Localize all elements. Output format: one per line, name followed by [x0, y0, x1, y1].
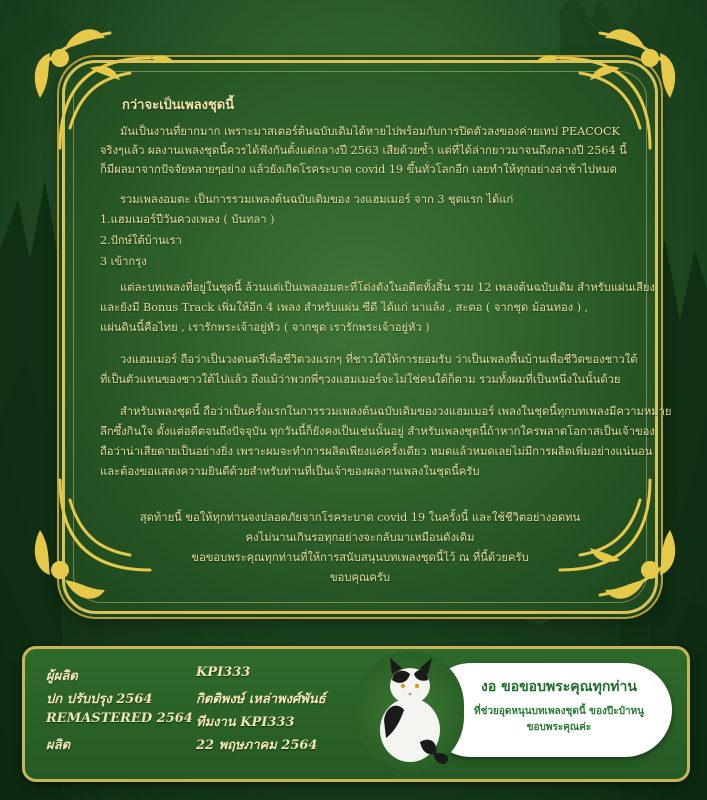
para2-line: รวมเพลงอมตะ เป็นการรวมเพลงต้นฉบับเดิมของ วงแฮมเมอร์ จาก 3 ชุดแรก ได้แก่ — [120, 193, 514, 206]
para1-line3: ก็มีผลมาจากปัจจัยหลายๆอย่าง แล้วยังเกิดโรคระบาด covid 19 ขึ้นทั่วโลกอีก เลยทำให้ทุกอย่างล่าช้าไปหมด — [100, 163, 617, 176]
panel-title: กว่าจะเป็นเพลงชุดนี้ — [122, 98, 235, 113]
credit-value-produced: 22 พฤษภาคม 2564 — [196, 738, 318, 753]
para1-line2: จริงๆแล้ว ผลงานเพลงชุดนี้ควรได้ฟังกันตั้งแต่กลางปี 2563 เสียด้วยซ้ำ แต่ที่ได้ล่ากยาวมาจนถึงกลางปี 2564 นี้ — [100, 144, 627, 157]
credit-label-remaster: REMASTERED 2564 — [46, 711, 193, 726]
credit-label-cover: ปก ปรับปรุง 2564 — [46, 692, 153, 707]
para1-line1: มันเป็นงานที่ยากมาก เพราะมาสเตอร์ต้นฉบับเดิมได้หายไปพร้อมกับการปิดตัวลงของค่ายเทป PEACOCK — [120, 125, 620, 138]
para5-line2: ลึกซึ้งกินใจ ดั้งแต่อดีตจนถึงปัจจุบัน ทุกวันนี้ก็ยังคงเป็นเช่นนั้นอยู่ สำหรับเพลงชุดนี้ถ้าหากใครพลาดโอกาสเป็นเจ้าของ — [100, 425, 655, 438]
credit-value-remaster: ทีมงาน KPI333 — [196, 715, 295, 730]
para3-line2: และยังมี Bonus Track เพิ่มให้อีก 4 เพลง สำหรับแผ่น ซีดี ได้แก่ นาแล้ง , สะตอ ( จากชุด ม้อนทอง ) , — [100, 301, 589, 314]
cat-icon — [364, 650, 456, 768]
credit-label-producer: ผู้ผลิต — [46, 669, 78, 684]
para3-line1: แต่ละบทเพลงที่อยู่ในชุดนี้ ล้วนแต่เป็นเพลงอมตะที่โด่งดังในอดีตทั้งสิ้น รวม 12 เพลงต้นฉบับเดิม สำหรับแผ่นเสียง — [120, 281, 655, 294]
para4-line1: วงแฮมเมอร์ ถือว่าเป็นวงดนตรีเพื่อชีวิตวงแรกๆ ที่ชาวใต้ให้การยอมรับ ว่าเป็นเพลงพื้นบ้านเพื่อชีวิตของชาวใต้ — [120, 353, 638, 366]
closing-line3: ขอขอบพระคุณทุกท่านที่ให้การสนับสนุนบทเพลงชุดนี้ไว้ ณ ที่นี้ด้วยครับ — [191, 551, 529, 564]
credit-label-produced: ผลิต — [46, 738, 71, 753]
credit-value-cover: กิตติพงษ์ เหล่าพงศ์พันธ์ — [196, 692, 326, 707]
album-1: 1.แฮมเมอร์ปีวันควงเพลง ( บันทลา ) — [100, 213, 275, 226]
credit-value-producer: KPI333 — [196, 665, 251, 680]
para3-line3: แผ่นดินนี้คือไทย , เรารักพระเจ้าอยู่หัว ( จากชุด เรารักพระเจ้าอยู่หัว ) — [100, 321, 430, 334]
closing-line4: ขอบคุณครับ — [330, 571, 390, 584]
para5-line3: ถือว่าน่าเสียดายเป็นอย่างยิ่ง เพราะผมจะทำการผลิตเพียงแค่ครั้งเดียว หมดแล้วหมดเลยไม่มีการผลิตเพิ่มอย่างแน่นอน — [100, 445, 653, 458]
para5-line1: สำหรับเพลงชุดนี้ ถือว่าเป็นครั้งแรกในการรวมเพลงต้นฉบับเดิมของวงแฮมเมอร์ เพลงในชุดนี้ทุกบทเพลงมีความหมาย — [120, 405, 672, 418]
closing-line2: คงไม่นานเกินรอทุกอย่างจะกลับมาเหมือนดังเดิม — [245, 531, 475, 544]
thanks-line2: ขอบพระคุณค่ะ — [526, 722, 592, 733]
album-3: 3 เข้ากรุง — [100, 255, 147, 268]
closing-line1: สุดท้ายนี้ ขอให้ทุกท่านจงปลอดภัยจากโรคระบาด covid 19 ในครั้งนี้ และใช้ชีวิตอย่างอดทน — [139, 511, 581, 524]
para5-line4: และต้องขอแสดงความยินดีด้วยสำหรับท่านที่เป็นเจ้าของผลงานเพลงในชุดนี้ครับ — [100, 465, 480, 478]
album-2: 2.ปักษ์ใต้บ้านเรา — [100, 234, 182, 247]
thanks-line1: ที่ช่วยอุดหนุนบทเพลงชุดนี้ ของปีะป๋าหนู — [473, 706, 644, 717]
para4-line2: ที่เป็นตัวแทนของชาวใต้ไปแล้ว ถึงแม้ว่าพวกพี่ๆวงแฮมเมอร์จะไม่ใช่คนใต้ก็ตาม รวมทั้งผมที่เป็นหนึ่งในนั้นด้วย — [100, 373, 621, 386]
thanks-title: งอ ขอขอบพระคุณทุกท่าน — [481, 679, 637, 695]
